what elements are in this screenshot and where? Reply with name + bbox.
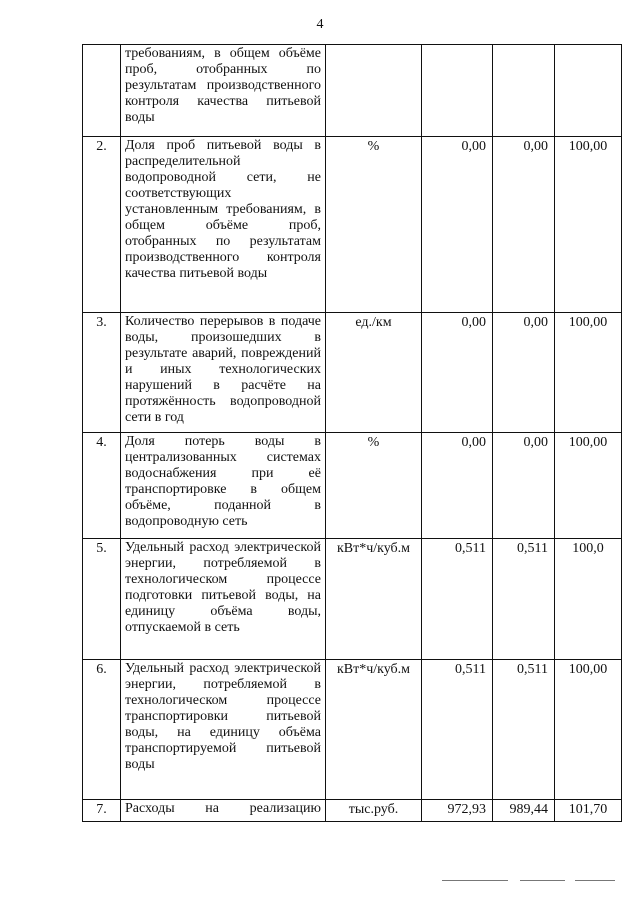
unit-cell: тыс.руб. <box>326 800 422 822</box>
value-cell <box>555 45 622 137</box>
unit-cell <box>326 45 422 137</box>
page-number: 4 <box>316 17 324 32</box>
row-number: 5. <box>83 539 121 660</box>
value-cell: 0,511 <box>422 660 493 800</box>
indicators-table <box>82 44 622 822</box>
value-cell: 0,00 <box>493 313 555 433</box>
table-row <box>83 800 622 822</box>
value-cell <box>493 45 555 137</box>
row-number: 3. <box>83 313 121 433</box>
value-cell: 100,00 <box>555 433 622 539</box>
indicator-description: Удельный расход электрической энергии, потребляемой в технологическом процессе подготовки питьевой воды, на единицу объёма воды, отпускаемой в сеть <box>121 539 326 660</box>
value-cell: 0,00 <box>493 433 555 539</box>
unit-cell: % <box>326 433 422 539</box>
value-cell: 0,00 <box>422 137 493 313</box>
unit-cell: ед./км <box>326 313 422 433</box>
value-cell: 101,70 <box>555 800 622 822</box>
table-row <box>83 539 622 660</box>
row-number: 7. <box>83 800 121 822</box>
table-row <box>83 313 622 433</box>
table-row <box>83 137 622 313</box>
value-cell: 0,00 <box>493 137 555 313</box>
table-row <box>83 45 622 137</box>
table-row <box>83 433 622 539</box>
table-row <box>83 660 622 800</box>
value-cell: 0,511 <box>493 660 555 800</box>
indicator-description: Доля проб питьевой воды в распределительной водопроводной сети, не соответствующих установленным требованиям, в общем объёме проб, отобранных по результатам производственного контроля качества питьевой воды <box>121 137 326 313</box>
indicator-description: Доля потерь воды в централизованных системах водоснабжения при её транспортировке в общем объёме, поданной в водопроводную сеть <box>121 433 326 539</box>
row-number: 6. <box>83 660 121 800</box>
row-number <box>83 45 121 137</box>
value-cell: 0,511 <box>493 539 555 660</box>
unit-cell: кВт*ч/куб.м <box>326 660 422 800</box>
unit-cell: % <box>326 137 422 313</box>
indicator-description: Количество перерывов в подаче воды, произошедших в результате аварий, повреждений и иных технологических нарушений в расчёте на протяжённость водопроводной сети в год <box>121 313 326 433</box>
indicator-description: Удельный расход электрической энергии, потребляемой в технологическом процессе транспортировки питьевой воды, на единицу объёма транспортируемой питьевой воды <box>121 660 326 800</box>
indicator-description: Расходы на реализацию <box>121 800 326 822</box>
value-cell: 972,93 <box>422 800 493 822</box>
value-cell: 0,00 <box>422 433 493 539</box>
scan-artifact-line <box>520 880 565 881</box>
value-cell: 100,00 <box>555 137 622 313</box>
row-number: 2. <box>83 137 121 313</box>
value-cell: 100,0 <box>555 539 622 660</box>
value-cell: 989,44 <box>493 800 555 822</box>
value-cell: 0,511 <box>422 539 493 660</box>
row-number: 4. <box>83 433 121 539</box>
scan-artifact-line <box>575 880 615 881</box>
value-cell: 0,00 <box>422 313 493 433</box>
scan-artifact-line <box>442 880 508 881</box>
unit-cell: кВт*ч/куб.м <box>326 539 422 660</box>
indicator-description: требованиям, в общем объёме проб, отобранных по результатам производственного контроля качества питьевой воды <box>121 45 326 137</box>
value-cell: 100,00 <box>555 660 622 800</box>
value-cell: 100,00 <box>555 313 622 433</box>
value-cell <box>422 45 493 137</box>
